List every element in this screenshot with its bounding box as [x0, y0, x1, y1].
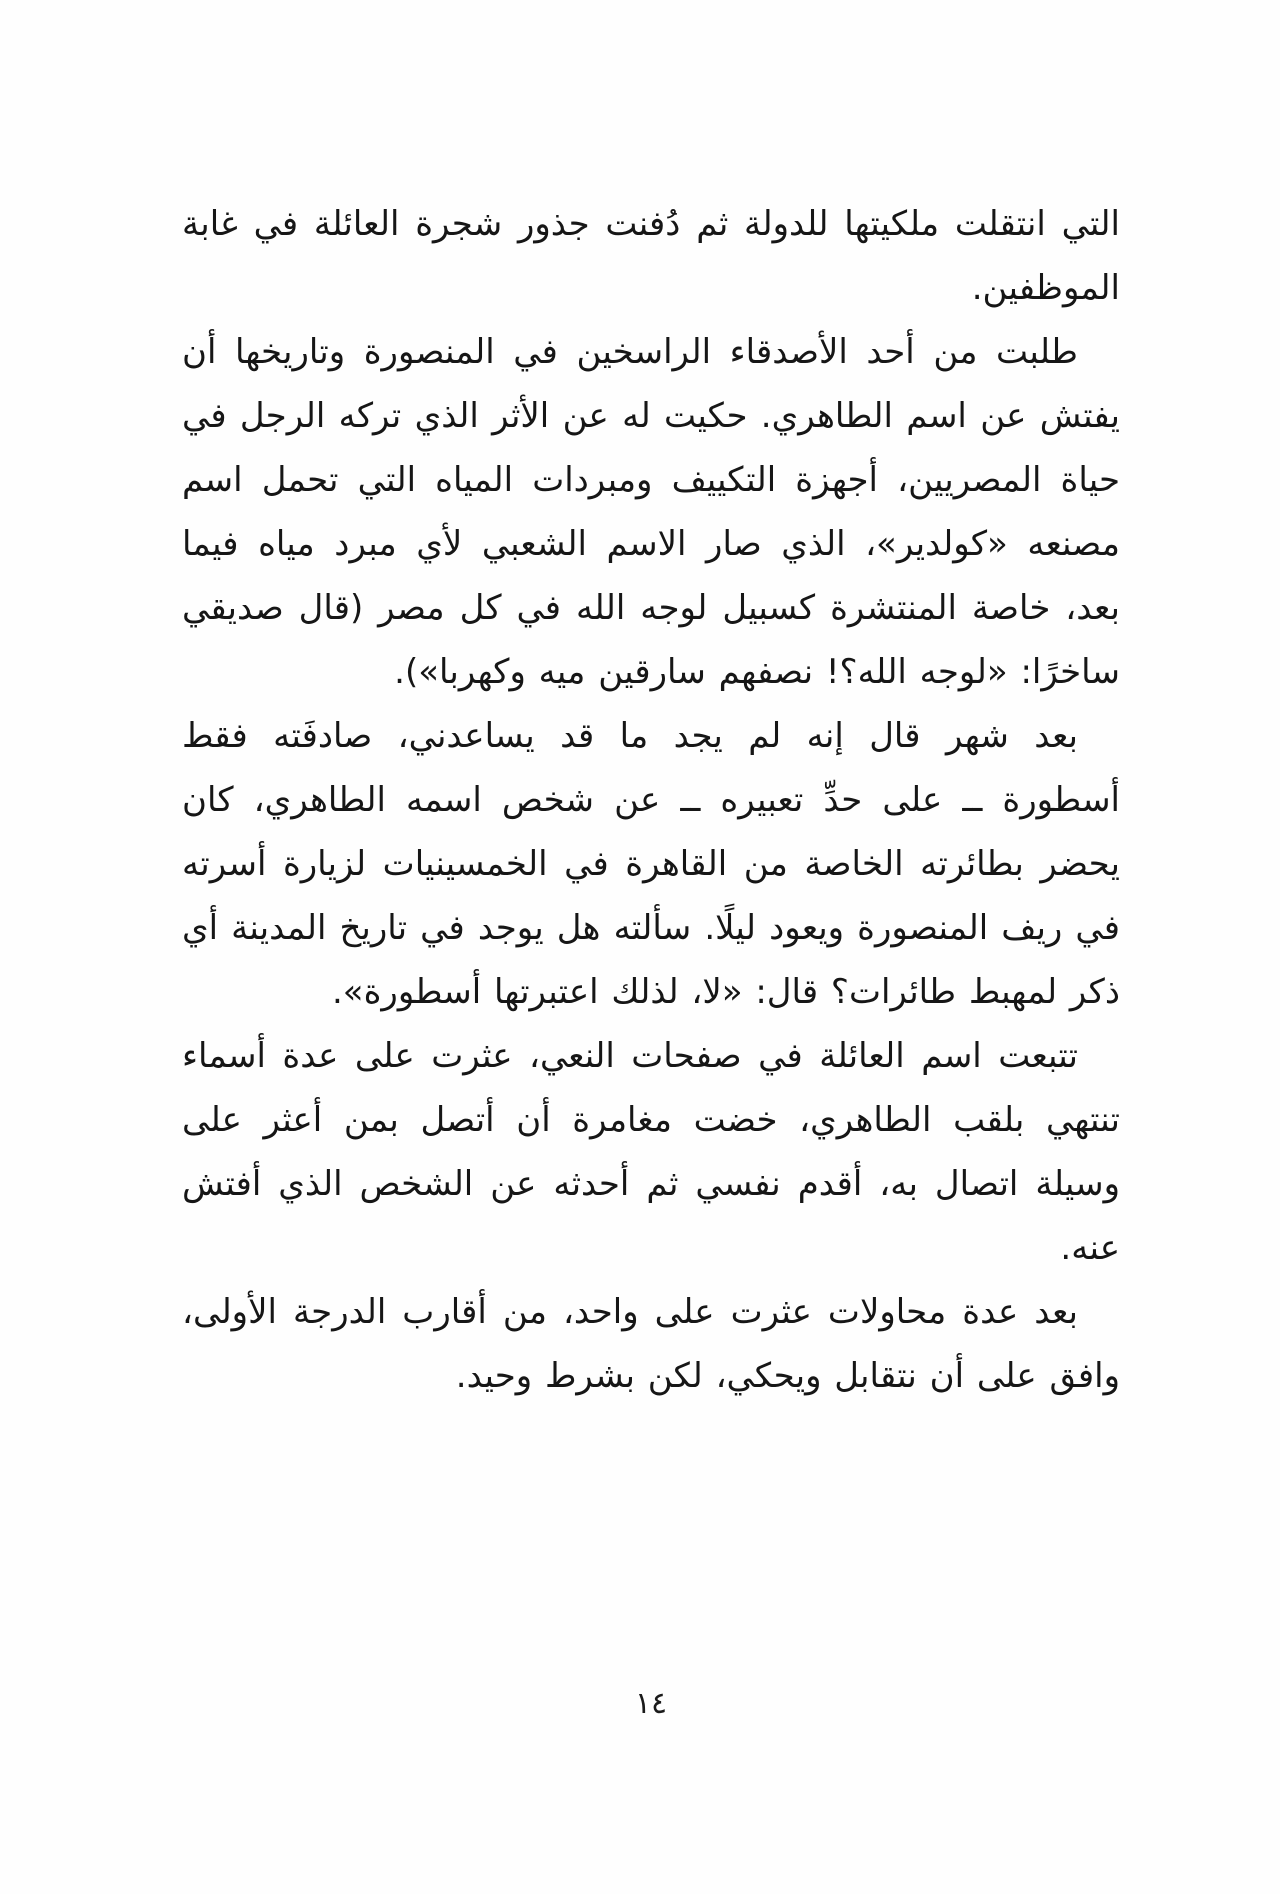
body-paragraph: تتبعت اسم العائلة في صفحات النعي، عثرت على عدة أسماء تنتهي بلقب الطاهري، خضت مغامرة أن أتصل بمن أعثر على وسيلة اتصال به، أقدم نفسي ثم أحدثه عن الشخص الذي أفتش عنه.	[182, 1036, 1120, 1268]
body-paragraph: بعد عدة محاولات عثرت على واحد، من أقارب الدرجة الأولى، وافق على أن نتقابل ويحكي، لكن بشرط وحيد.	[182, 1292, 1120, 1396]
body-paragraph: طلبت من أحد الأصدقاء الراسخين في المنصورة وتاريخها أن يفتش عن اسم الطاهري. حكيت له عن الأثر الذي تركه الرجل في حياة المصريين، أجهزة التكييف ومبردات المياه التي تحمل اسم مصنعه «كولدير»، الذي صار الاسم الشعبي لأي مبرد مياه فيما بعد، خاصة المنتشرة كسبيل لوجه الله في كل مصر (قال صديقي ساخرًا: «لوجه الله؟! نصفهم سارقين ميه وكهربا»).	[182, 332, 1120, 692]
body-text	[182, 192, 1120, 1408]
page-number: ١٤	[634, 1686, 668, 1721]
body-paragraph: التي انتقلت ملكيتها للدولة ثم دُفنت جذور شجرة العائلة في غابة الموظفين.	[182, 204, 1120, 308]
body-paragraph: بعد شهر قال إنه لم يجد ما قد يساعدني، صادفَته فقط أسطورة ــ على حدِّ تعبيره ــ عن شخص اسمه الطاهري، كان يحضر بطائرته الخاصة من القاهرة في الخمسينيات لزيارة أسرته في ريف المنصورة ويعود ليلًا. سألته هل يوجد في تاريخ المدينة أي ذكر لمهبط طائرات؟ قال: «لا، لذلك اعتبرتها أسطورة».	[182, 716, 1120, 1012]
